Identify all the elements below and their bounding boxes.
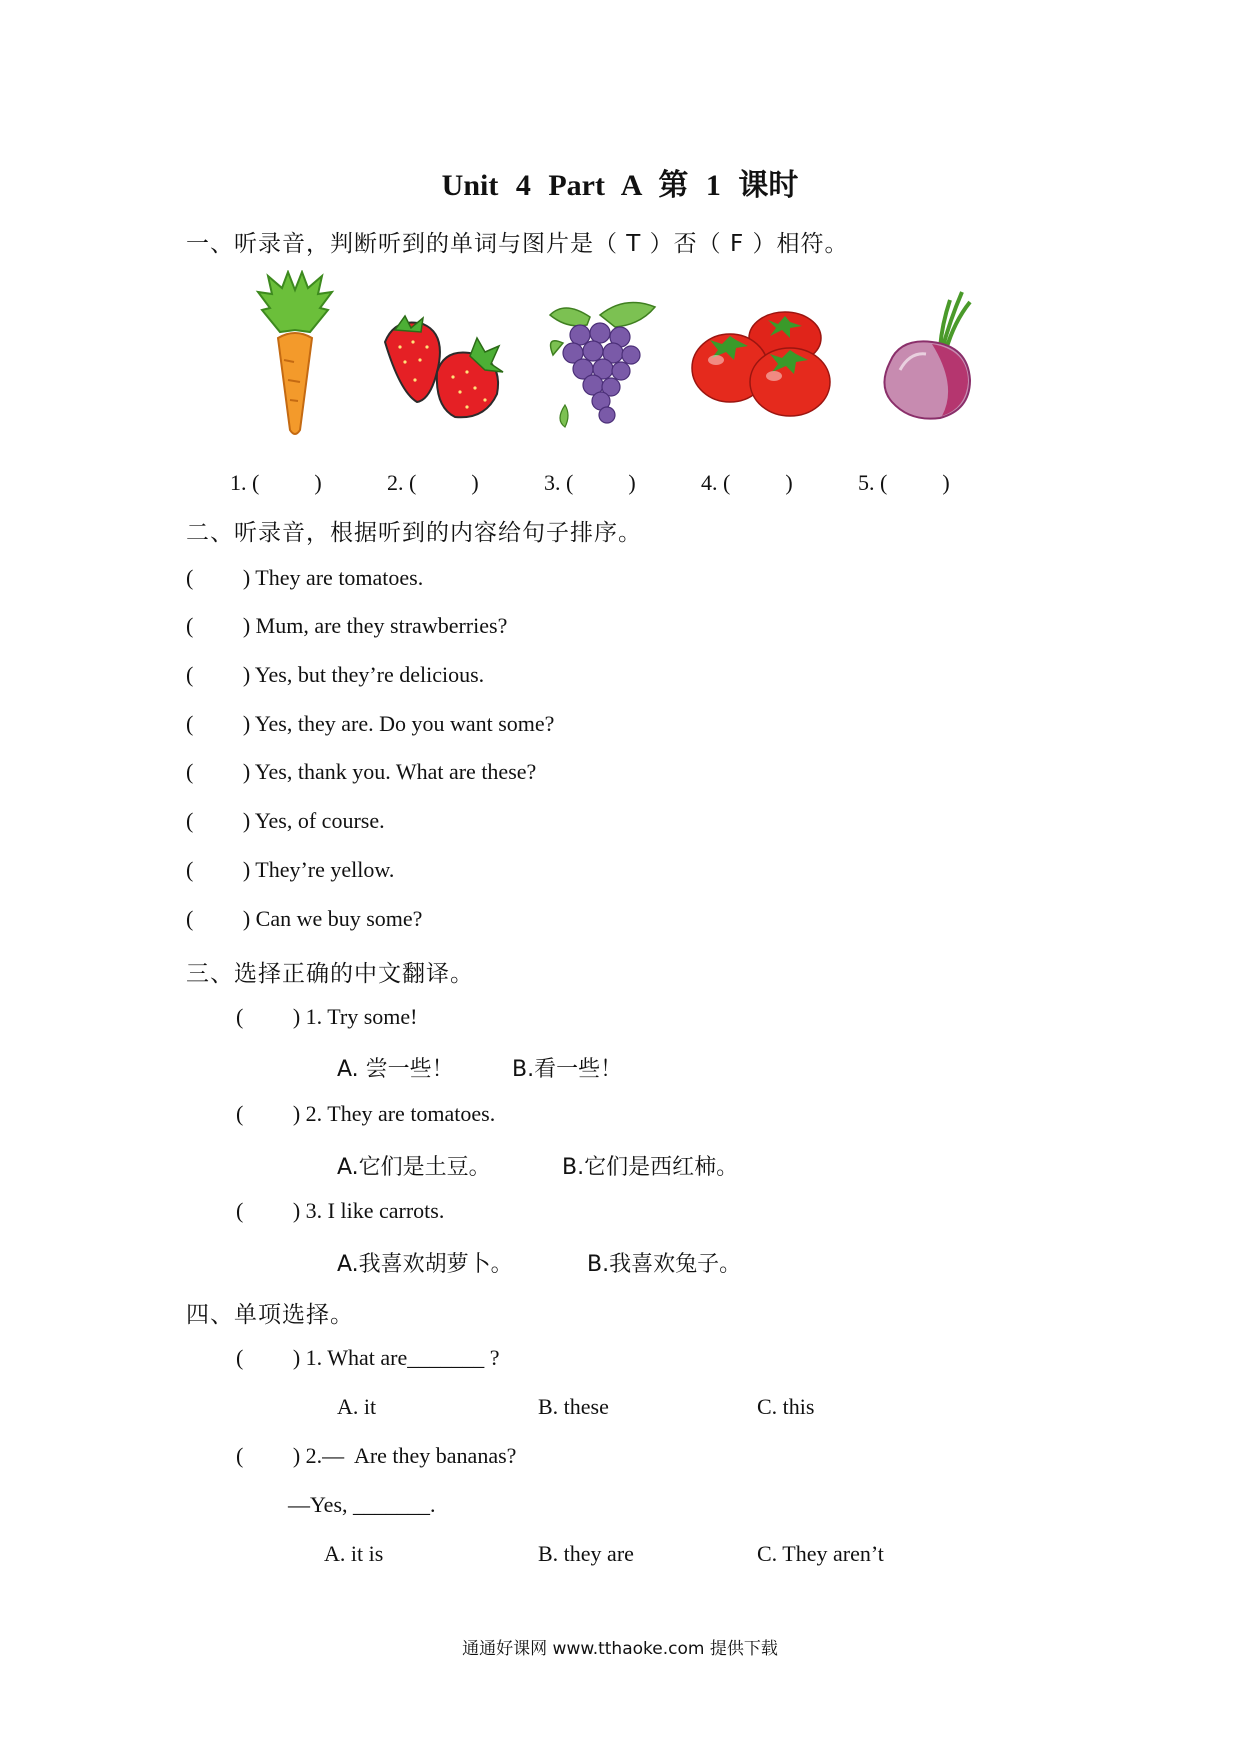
choice-q2-option-a: A. it is <box>324 1541 384 1566</box>
answer-blank-3[interactable]: 3. ( ) <box>544 470 636 495</box>
translation-q2-option-b: B.它们是西红柿。 <box>562 1155 739 1180</box>
translation-q2-option-a: A.它们是土豆。 <box>337 1155 491 1180</box>
strawberries-picture <box>375 312 510 427</box>
ordering-item-6[interactable]: ( ) Yes, of course. <box>186 808 385 833</box>
choice-question-1[interactable]: ( ) 1. What are_______ ? <box>236 1345 500 1370</box>
section-4-heading: 四、单项选择。 <box>186 1302 354 1328</box>
choice-q1-option-a: A. it <box>337 1394 377 1419</box>
answer-blank-4[interactable]: 4. ( ) <box>701 470 793 495</box>
choice-question-2[interactable]: ( ) 2.— Are they bananas? <box>236 1443 517 1468</box>
answer-blank-2[interactable]: 2. ( ) <box>387 470 479 495</box>
grapes-picture <box>545 295 660 435</box>
translation-question-3[interactable]: ( ) 3. I like carrots. <box>236 1198 445 1223</box>
ordering-item-4[interactable]: ( ) Yes, they are. Do you want some? <box>186 711 555 736</box>
translation-question-1[interactable]: ( ) 1. Try some! <box>236 1004 418 1029</box>
choice-q1-option-b: B. these <box>538 1394 609 1419</box>
choice-q2-reply: —Yes, _______. <box>288 1492 436 1517</box>
translation-q3-option-b: B.我喜欢兔子。 <box>587 1252 742 1277</box>
choice-q1-option-c: C. this <box>757 1394 815 1419</box>
ordering-item-1[interactable]: ( ) They are tomatoes. <box>186 565 424 590</box>
answer-blank-5[interactable]: 5. ( ) <box>858 470 950 495</box>
ordering-item-8[interactable]: ( ) Can we buy some? <box>186 906 423 931</box>
ordering-item-3[interactable]: ( ) Yes, but they’re delicious. <box>186 662 485 687</box>
ordering-item-5[interactable]: ( ) Yes, thank you. What are these? <box>186 759 537 784</box>
page-title: Unit 4 Part A 第 1 课时 <box>441 169 799 202</box>
section-1-heading: 一、听录音，判断听到的单词与图片是（ T ）否（ F ）相符。 <box>186 231 849 257</box>
tomatoes-picture <box>690 310 835 420</box>
carrot-picture <box>250 270 340 440</box>
onion-picture <box>870 290 980 425</box>
choice-q2-option-c: C. They aren’t <box>757 1541 884 1566</box>
translation-q1-option-b: B.看一些！ <box>512 1057 623 1082</box>
section-2-heading: 二、听录音，根据听到的内容给句子排序。 <box>186 520 642 546</box>
section-1-answer-row <box>230 470 1015 496</box>
translation-question-2[interactable]: ( ) 2. They are tomatoes. <box>236 1101 496 1126</box>
answer-blank-1[interactable]: 1. ( ) <box>230 470 322 495</box>
page-footer: 通通好课网 www.tthaoke.com 提供下载 <box>462 1639 778 1659</box>
ordering-item-7[interactable]: ( ) They’re yellow. <box>186 857 395 882</box>
translation-q3-option-a: A.我喜欢胡萝卜。 <box>337 1252 513 1277</box>
choice-q2-option-b: B. they are <box>538 1541 634 1566</box>
translation-q1-option-a: A. 尝一些！ <box>337 1057 454 1082</box>
section-3-heading: 三、选择正确的中文翻译。 <box>186 961 474 987</box>
ordering-item-2[interactable]: ( ) Mum, are they strawberries? <box>186 613 508 638</box>
